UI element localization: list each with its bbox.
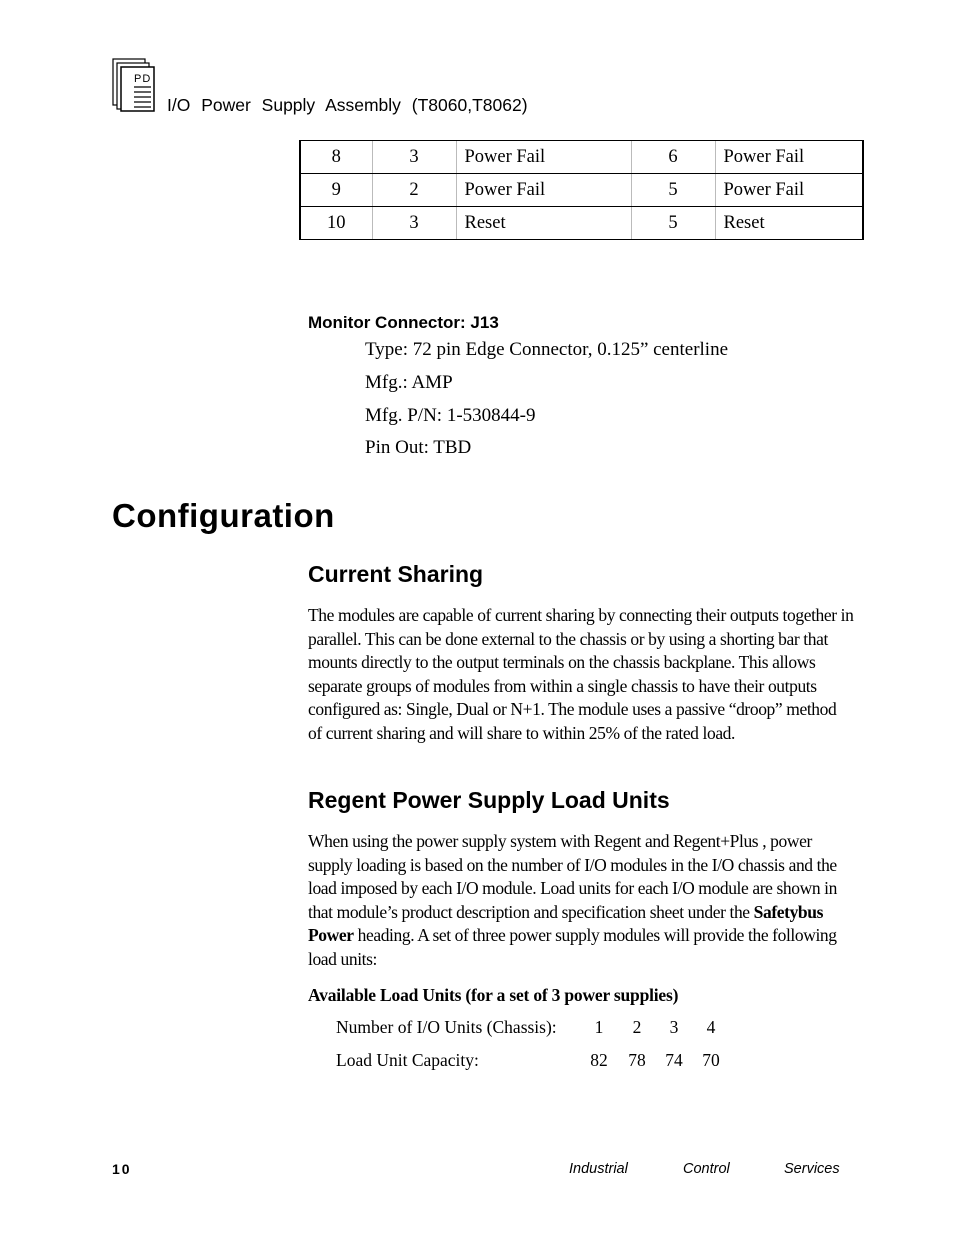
table-cell: Power Fail [456, 141, 631, 174]
load-value: 78 [628, 1050, 646, 1070]
table-cell: 3 [372, 207, 456, 240]
current-sharing-heading: Current Sharing [308, 561, 484, 587]
table-cell: 5 [631, 207, 715, 240]
table-cell: 10 [300, 207, 372, 240]
load-value: 4 [706, 1017, 716, 1037]
table-cell: Reset [456, 207, 631, 240]
pd-document-icon [112, 58, 156, 112]
table-cell: Power Fail [715, 141, 863, 174]
current-sharing-paragraph: The modules are capable of current sharing by connecting their outputs together in parallel. This can be done external to the chassis or by using a shorting bar that mounts directly to the output terminals on the chassis backplane. This allows separate groups of modules from within a single chassis to have their outputs configured as: Single, Dual or N+1. The module uses a passive “droop” method of current sharing and will share to within 25% of the rated load. [308, 605, 854, 743]
table-cell: 5 [631, 174, 715, 207]
table-cell: Reset [715, 207, 863, 240]
table-cell: Power Fail [715, 174, 863, 207]
load-row-label: Load Unit Capacity: [336, 1050, 479, 1070]
footer-word: Control [683, 1161, 730, 1177]
load-value: 1 [594, 1017, 604, 1037]
table-cell: Power Fail [456, 174, 631, 207]
header-title: I/O Power Supply Assembly (T8060,T8062) [167, 95, 528, 115]
load-units-heading: Available Load Units (for a set of 3 power supplies) [308, 985, 679, 1005]
load-value: 2 [632, 1017, 642, 1037]
connector-mfg-pn: Mfg. P/N: 1-530844-9 [365, 405, 536, 426]
paragraph-text: When using the power supply system with Regent and Regent+Plus , power supply loading is based on the number of I/O modules in the I/O chassis and the load imposed by each I/O module. Load units for each I/O module are shown in that module’s product description and specification sheet under the [308, 831, 837, 922]
table-cell: 9 [300, 174, 372, 207]
table-cell: 8 [300, 141, 372, 174]
connector-mfg: Mfg.: AMP [365, 372, 453, 393]
load-value: 70 [702, 1050, 720, 1070]
monitor-connector-heading: Monitor Connector: J13 [308, 313, 499, 332]
table-cell: 3 [372, 141, 456, 174]
page-number: 10 [112, 1161, 132, 1177]
load-value: 82 [590, 1050, 608, 1070]
load-value: 74 [665, 1050, 683, 1070]
connector-type: Type: 72 pin Edge Connector, 0.125” centerline [365, 339, 729, 360]
footer-word: Industrial [569, 1161, 628, 1177]
configuration-heading: Configuration [112, 497, 335, 534]
pd-logo-text: PD [134, 73, 152, 85]
pin-table [299, 140, 864, 240]
table-cell: 6 [631, 141, 715, 174]
regent-load-units-paragraph [308, 830, 854, 971]
safetybus-power-term: Safetybus Power [308, 901, 824, 945]
load-value: 3 [669, 1017, 679, 1037]
table-row [300, 207, 863, 240]
connector-pin-out: Pin Out: TBD [365, 437, 472, 458]
table-row [300, 141, 863, 174]
regent-load-units-heading: Regent Power Supply Load Units [308, 787, 670, 813]
footer-word: Services [784, 1161, 840, 1177]
paragraph-text: heading. A set of three power supply modules will provide the following load units: [308, 925, 837, 969]
table-row [300, 174, 863, 207]
table-cell: 2 [372, 174, 456, 207]
load-row-label: Number of I/O Units (Chassis): [336, 1017, 557, 1037]
